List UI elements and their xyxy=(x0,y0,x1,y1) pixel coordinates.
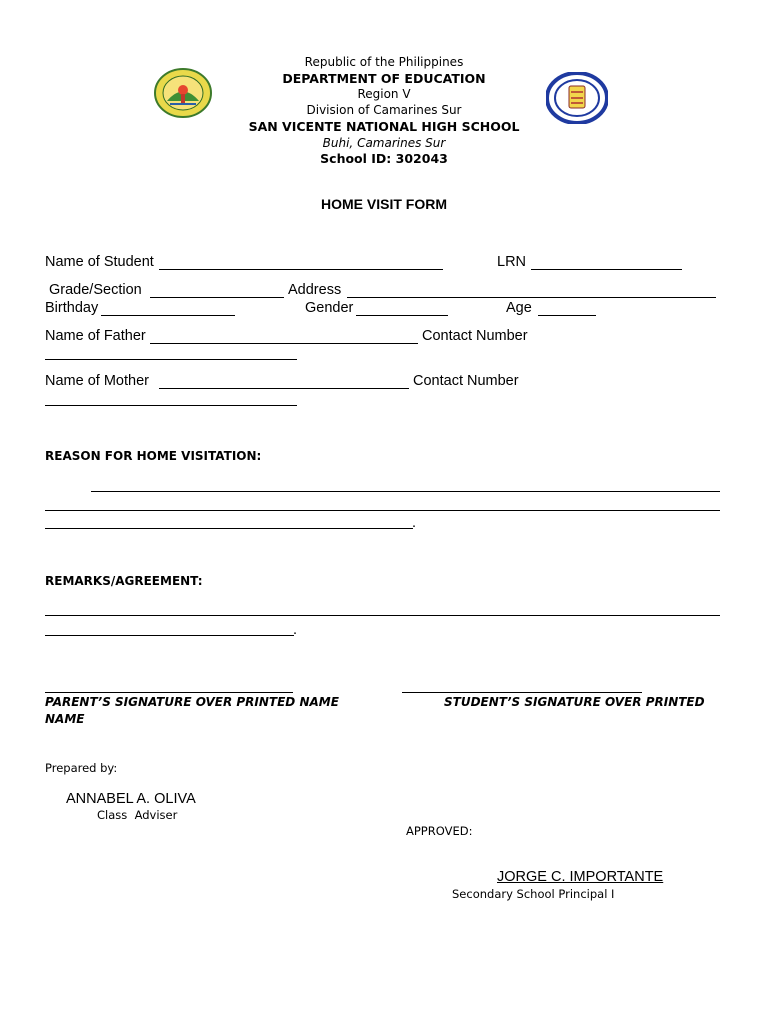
remarks-line-1[interactable] xyxy=(45,615,720,616)
principal-name: JORGE C. IMPORTANTE xyxy=(497,869,664,885)
name-of-mother-line[interactable] xyxy=(159,388,409,389)
name-of-student-label: Name of Student xyxy=(45,254,154,270)
birthday-line[interactable] xyxy=(101,315,235,316)
father-contact-line[interactable] xyxy=(45,359,297,360)
prepared-by-label: Prepared by: xyxy=(45,761,118,775)
address-line[interactable] xyxy=(347,297,716,298)
region-line: Region V xyxy=(357,87,411,101)
grade-section-label: Grade/Section xyxy=(49,282,142,298)
birthday-label: Birthday xyxy=(45,300,99,316)
parent-signature-line[interactable] xyxy=(45,692,293,693)
department-name: DEPARTMENT OF EDUCATION xyxy=(282,71,486,86)
remarks-period: . xyxy=(293,622,298,638)
reason-line-3[interactable] xyxy=(45,528,413,529)
school-location: Buhi, Camarines Sur xyxy=(322,136,446,150)
gender-label: Gender xyxy=(305,300,354,316)
reason-line-2[interactable] xyxy=(45,510,720,511)
remarks-heading: REMARKS/AGREEMENT: xyxy=(45,574,203,588)
adviser-name: ANNABEL A. OLIVA xyxy=(66,791,196,807)
school-name: SAN VICENTE NATIONAL HIGH SCHOOL xyxy=(248,119,520,134)
principal-role: Secondary School Principal I xyxy=(452,887,615,901)
name-of-father-line[interactable] xyxy=(150,343,418,344)
parent-signature-label-wrap: NAME xyxy=(45,712,85,726)
name-of-father-label: Name of Father xyxy=(45,328,146,344)
gender-line[interactable] xyxy=(356,315,448,316)
adviser-role: Class Adviser xyxy=(97,808,178,822)
mother-contact-line[interactable] xyxy=(45,405,297,406)
mother-contact-label: Contact Number xyxy=(413,373,519,389)
reason-heading: REASON FOR HOME VISITATION: xyxy=(45,449,262,463)
lrn-label: LRN xyxy=(497,254,527,270)
name-of-student-line[interactable] xyxy=(159,269,443,270)
remarks-line-2[interactable] xyxy=(45,635,294,636)
student-signature-line[interactable] xyxy=(402,692,642,693)
age-line[interactable] xyxy=(538,315,596,316)
division-line: Division of Camarines Sur xyxy=(306,103,462,117)
father-contact-label: Contact Number xyxy=(422,328,528,344)
approved-label: APPROVED: xyxy=(406,824,473,838)
name-of-mother-label: Name of Mother xyxy=(45,373,149,389)
reason-line-1[interactable] xyxy=(91,491,720,492)
school-id: School ID: 302043 xyxy=(320,151,448,166)
parent-signature-label: PARENT’S SIGNATURE OVER PRINTED NAME xyxy=(45,695,339,709)
grade-section-line[interactable] xyxy=(150,297,284,298)
lrn-line[interactable] xyxy=(531,269,682,270)
republic-line: Republic of the Philippines xyxy=(304,55,464,69)
form-title: HOME VISIT FORM xyxy=(321,196,447,212)
address-label: Address xyxy=(288,282,342,298)
reason-period: . xyxy=(412,515,417,531)
age-label: Age xyxy=(506,300,532,316)
student-signature-label: STUDENT’S SIGNATURE OVER PRINTED xyxy=(444,695,705,709)
